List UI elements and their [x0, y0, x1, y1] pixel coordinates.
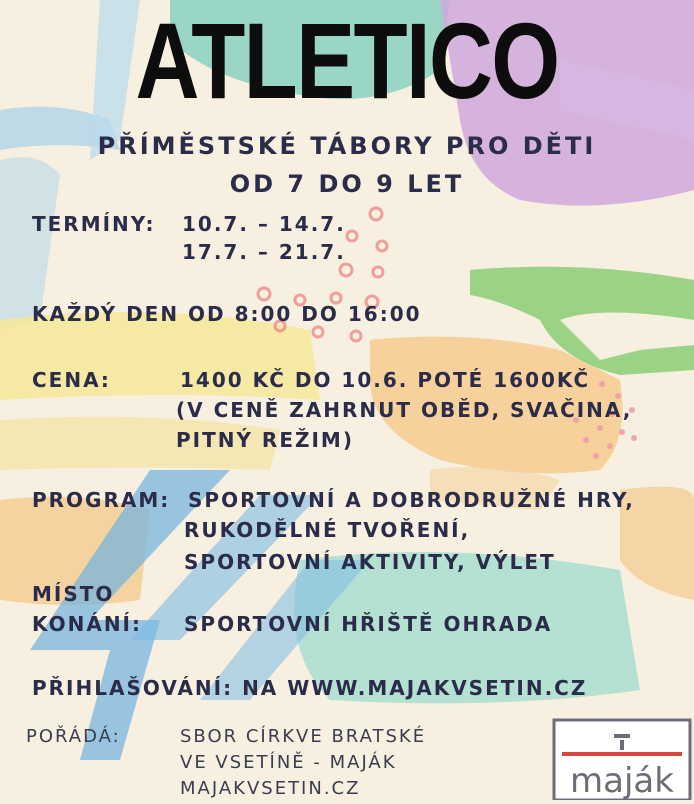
price-line-2: (V CENĚ ZAHRNUT OBĚD, SVAČINA, — [176, 398, 633, 422]
terms-date-1: 10.7. – 14.7. — [182, 212, 346, 236]
organizer-line-1: SBOR CÍRKVE BRATSKÉ — [180, 726, 427, 747]
program-line-3: SPORTOVNÍ AKTIVITY, VÝLET — [184, 550, 556, 574]
venue-label-2: KONÁNÍ: — [32, 612, 142, 636]
terms-date-2: 17.7. – 21.7. — [182, 240, 346, 264]
program-line-1: SPORTOVNÍ A DOBRODRUŽNÉ HRY, — [188, 488, 635, 512]
organizer-line-3: MAJAKVSETIN.CZ — [180, 778, 361, 799]
program-label: PROGRAM: — [32, 488, 171, 512]
venue-label-1: MÍSTO — [32, 582, 115, 606]
event-title: ATLETICO — [135, 0, 559, 121]
price-line-3: PITNÝ REŽIM) — [176, 428, 354, 452]
price-label: CENA: — [32, 368, 111, 392]
lighthouse-icon — [552, 718, 692, 800]
organizer-line-2: VE VSETÍNĚ - MAJÁK — [180, 752, 397, 773]
venue-value: SPORTOVNÍ HŘIŠTĚ OHRADA — [184, 612, 553, 636]
logo-wordmark: maják — [570, 761, 674, 800]
majak-logo — [552, 718, 692, 800]
organizer-label: POŘÁDÁ: — [26, 726, 121, 747]
subtitle-camps: PŘÍMĚSTSKÉ TÁBORY PRO DĚTI — [97, 132, 597, 160]
price-line-1: 1400 KČ DO 10.6. POTÉ 1600KČ — [180, 368, 591, 392]
terms-label: TERMÍNY: — [32, 212, 156, 236]
subtitle-ages: OD 7 DO 9 LET — [229, 170, 465, 198]
program-line-2: RUKODĚLNÉ TVOŘENÍ, — [184, 518, 471, 542]
daily-hours: KAŽDÝ DEN OD 8:00 DO 16:00 — [32, 302, 422, 326]
registration-info: PŘIHLAŠOVÁNÍ: NA WWW.MAJAKVSETIN.CZ — [32, 676, 588, 700]
